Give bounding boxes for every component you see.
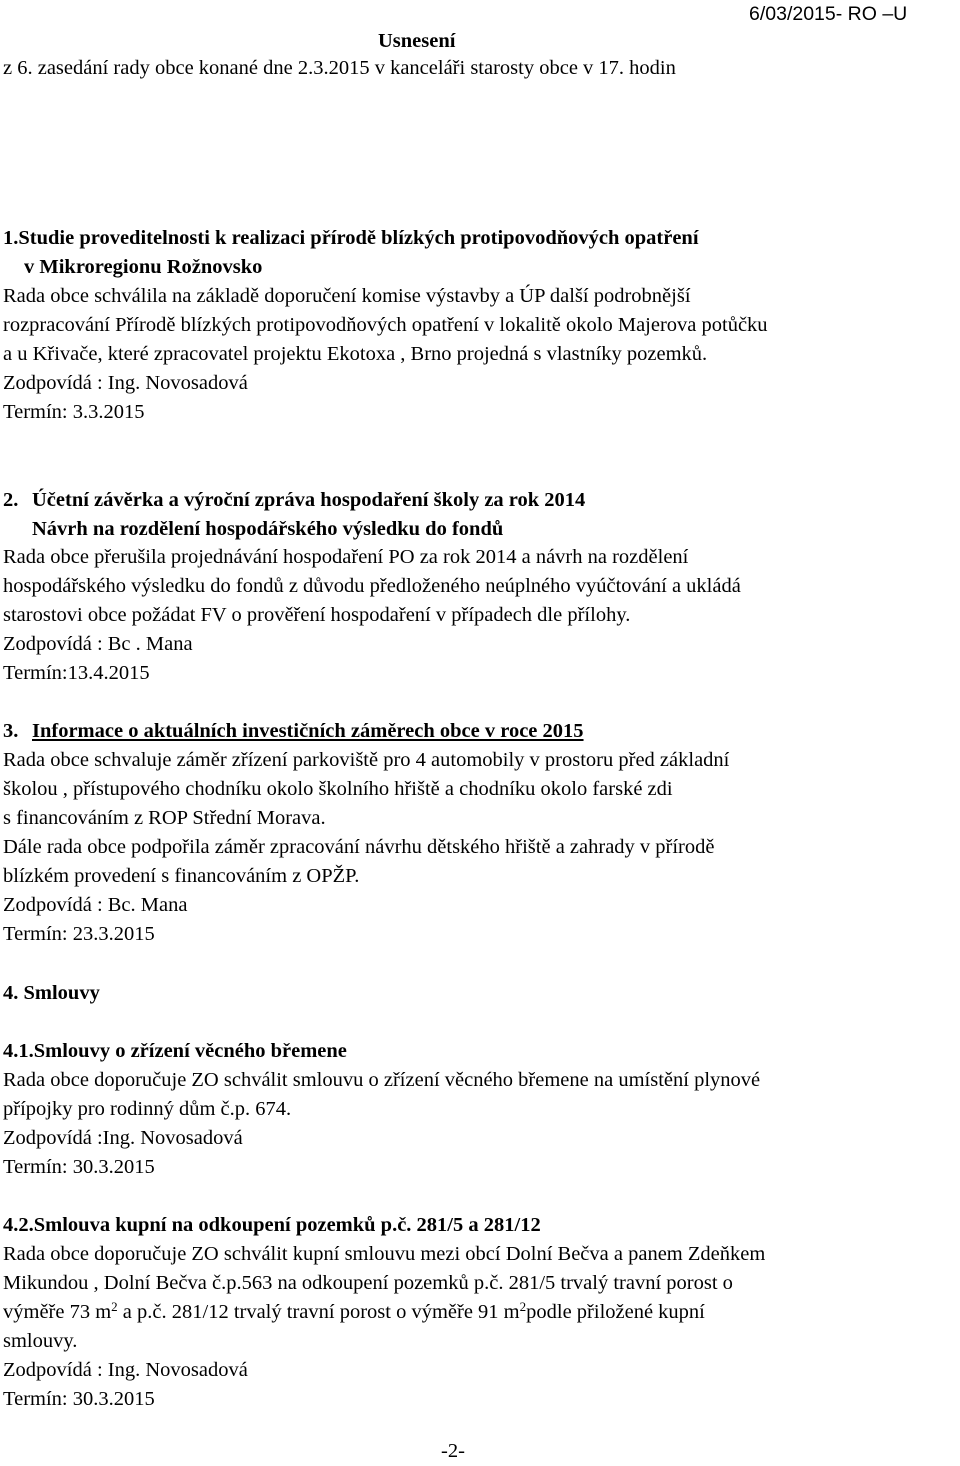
superscript-2: 2: [111, 1299, 118, 1314]
section-3-responsible: Zodpovídá : Bc. Mana: [3, 894, 188, 916]
section-1-heading-line1: 1.Studie proveditelnosti k realizaci přírodě blízkých protipovodňových opatření: [3, 227, 699, 249]
section-2-deadline: Termín:13.4.2015: [3, 662, 150, 684]
section-1-heading-line2: v Mikroregionu Rožnovsko: [24, 256, 263, 278]
section-4-2-deadline: Termín: 30.3.2015: [3, 1388, 155, 1410]
section-4-1-heading: 4.1.Smlouvy o zřízení věcného břemene: [3, 1040, 347, 1062]
section-3-number: 3.: [3, 720, 19, 742]
section-3-text-line: Dále rada obce podpořila záměr zpracování návrhu dětského hřiště a zahrady v přírodě: [3, 836, 715, 858]
section-2-number: 2.: [3, 489, 19, 511]
area-text-part2: a p.č. 281/12 trvalý travní porost o výměře 91 m: [117, 1301, 520, 1323]
section-1-responsible: Zodpovídá : Ing. Novosadová: [3, 372, 248, 394]
section-3-text-line: blízkém provedení s financováním z OPŽP.: [3, 865, 360, 887]
section-4-2-heading: 4.2.Smlouva kupní na odkoupení pozemků p.č. 281/5 a 281/12: [3, 1214, 541, 1236]
section-3-text-line: školou , přístupového chodníku okolo školního hřiště a chodníku okolo farské zdi: [3, 778, 673, 800]
section-4-1-deadline: Termín: 30.3.2015: [3, 1156, 155, 1178]
section-4-2-text-line: smlouvy.: [3, 1330, 78, 1352]
section-4-1-responsible: Zodpovídá :Ing. Novosadová: [3, 1127, 243, 1149]
section-1-text-line: a u Křivače, které zpracovatel projektu Ekotoxa , Brno projedná s vlastníky pozemků.: [3, 343, 708, 365]
section-4-1-text-line: Rada obce doporučuje ZO schválit smlouvu o zřízení věcného břemene na umístění plynové: [3, 1069, 761, 1091]
section-4-2-text-line: Mikundou , Dolní Bečva č.p.563 na odkoupení pozemků p.č. 281/5 trvalý travní porost o: [3, 1272, 733, 1294]
section-4-1-text-line: přípojky pro rodinný dům č.p. 674.: [3, 1098, 292, 1120]
area-text-part1: výměře 73 m: [3, 1301, 112, 1323]
section-1-text-line: rozpracování Přírodě blízkých protipovodňových opatření v lokalitě okolo Majerova potůčku: [3, 314, 768, 336]
area-text-part3: podle přiložené kupní: [526, 1301, 705, 1323]
section-3-deadline: Termín: 23.3.2015: [3, 923, 155, 945]
section-4-2-text-line: Rada obce doporučuje ZO schválit kupní smlouvu mezi obcí Dolní Bečva a panem Zdeňkem: [3, 1243, 766, 1265]
section-3-text-line: s financováním z ROP Střední Morava.: [3, 807, 326, 829]
section-2-text-line: starostovi obce požádat FV o prověření hospodaření v případech dle přílohy.: [3, 604, 631, 626]
page-number: -2-: [441, 1440, 465, 1462]
section-2-text-line: Rada obce přerušila projednávání hospodaření PO za rok 2014 a návrh na rozdělení: [3, 546, 689, 568]
document-title: Usnesení: [378, 30, 456, 52]
section-4-heading: 4. Smlouvy: [3, 982, 100, 1004]
section-2-responsible: Zodpovídá : Bc . Mana: [3, 633, 193, 655]
document-subtitle: z 6. zasedání rady obce konané dne 2.3.2015 v kanceláři starosty obce v 17. hodin: [3, 57, 676, 79]
section-1-deadline: Termín: 3.3.2015: [3, 401, 145, 423]
section-2-text-line: hospodářského výsledku do fondů z důvodu předloženého neúplného vyúčtování a ukládá: [3, 575, 741, 597]
document-code: 6/03/2015- RO –U: [749, 3, 908, 25]
section-4-2-responsible: Zodpovídá : Ing. Novosadová: [3, 1359, 248, 1381]
section-2-heading-line1: Účetní závěrka a výroční zpráva hospodaření školy za rok 2014: [32, 489, 586, 511]
section-2-heading-line2: Návrh na rozdělení hospodářského výsledku do fondů: [32, 518, 504, 540]
section-1-text-line: Rada obce schválila na základě doporučení komise výstavby a ÚP další podrobnější: [3, 285, 691, 307]
section-4-2-text-line-area: [3, 1298, 705, 1327]
section-3-heading: Informace o aktuálních investičních záměrech obce v roce 2015: [32, 720, 584, 742]
section-3-text-line: Rada obce schvaluje záměr zřízení parkoviště pro 4 automobily v prostoru před základní: [3, 749, 730, 771]
superscript-2: 2: [519, 1299, 527, 1314]
